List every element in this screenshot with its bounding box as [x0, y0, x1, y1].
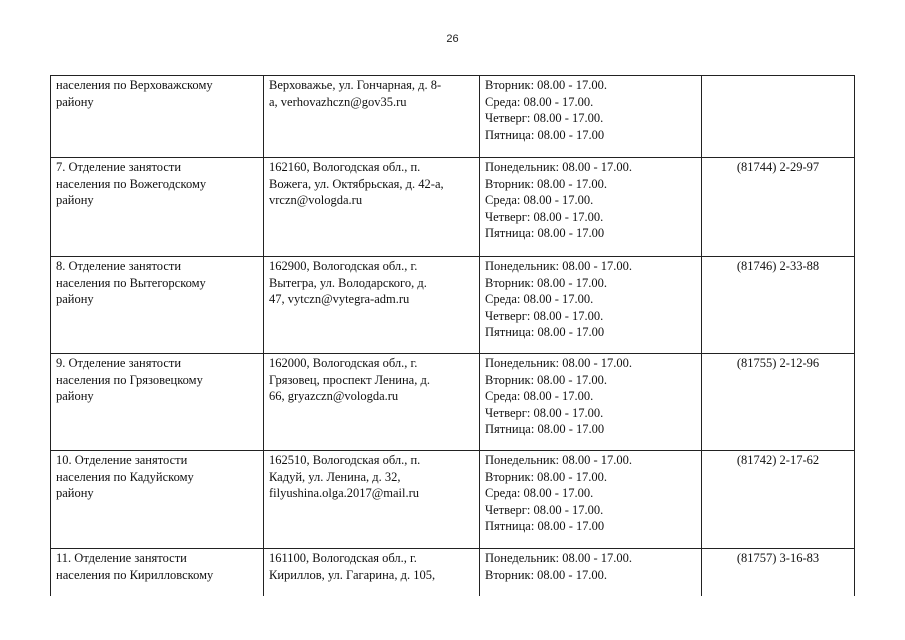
table-row — [51, 451, 855, 549]
office-name-cell — [51, 549, 264, 596]
office-address-cell — [264, 158, 480, 257]
table-row — [51, 257, 855, 354]
office-hours-line: Вторник: 08.00 - 17.00. — [485, 372, 607, 387]
office-name-cell — [51, 76, 264, 158]
office-hours-line: Среда: 08.00 - 17.00. — [485, 389, 594, 403]
office-phone: (81755) 2-12-96 — [736, 356, 820, 370]
office-address-line: 47, vytczn@vytegra-adm.ru — [269, 292, 410, 306]
office-address-line: vrczn@vologda.ru — [269, 193, 363, 207]
office-hours-line: Вторник: 08.00 - 17.00. — [485, 469, 607, 484]
office-address-line: 162000, Вологодская обл., г. — [269, 356, 418, 370]
office-address-line: filyushina.olga.2017@mail.ru — [269, 486, 420, 500]
office-phone-cell — [702, 451, 855, 549]
office-name-line: 9. Отделение занятости — [56, 356, 182, 370]
office-hours-cell — [480, 158, 702, 257]
office-hours-line: Вторник: 08.00 - 17.00. — [485, 275, 607, 290]
office-name-line: 8. Отделение занятости — [56, 259, 182, 273]
office-address-cell — [264, 451, 480, 549]
office-hours-line: Понедельник: 08.00 - 17.00. — [485, 453, 633, 467]
office-phone-cell — [702, 354, 855, 451]
office-phone: (81746) 2-33-88 — [736, 259, 820, 273]
office-address-line: Кириллов, ул. Гагарина, д. 105, — [269, 567, 436, 582]
office-address-line: Вытегра, ул. Володарского, д. — [269, 275, 427, 290]
office-name-line: району — [56, 94, 94, 109]
office-address-line: 162900, Вологодская обл., г. — [269, 259, 418, 273]
office-name-line: населения по Верховажскому — [56, 78, 213, 92]
office-name-line: 10. Отделение занятости — [56, 453, 188, 467]
office-hours-line: Четверг: 08.00 - 17.00. — [485, 111, 604, 125]
office-name-cell — [51, 354, 264, 451]
office-phone: (81757) 3-16-83 — [736, 551, 820, 565]
office-name-line: населения по Вожегодскому — [56, 176, 207, 191]
office-hours-line: Среда: 08.00 - 17.00. — [485, 94, 594, 109]
employment-offices-table — [50, 75, 855, 596]
office-name-cell — [51, 451, 264, 549]
office-hours-line: Вторник: 08.00 - 17.00. — [485, 78, 607, 92]
office-hours-cell — [480, 76, 702, 158]
office-address-line: Вожега, ул. Октябрьская, д. 42-а, — [269, 176, 444, 191]
office-name-line: району — [56, 292, 94, 306]
office-hours-line: Понедельник: 08.00 - 17.00. — [485, 356, 633, 370]
office-address-cell — [264, 354, 480, 451]
office-hours-line: Пятница: 08.00 - 17.00 — [485, 325, 605, 339]
office-address-line: Верховажье, ул. Гончарная, д. 8- — [269, 78, 442, 92]
office-hours-cell — [480, 354, 702, 451]
office-hours-line: Среда: 08.00 - 17.00. — [485, 292, 594, 306]
table-row — [51, 354, 855, 451]
office-hours-line: Пятница: 08.00 - 17.00 — [485, 422, 605, 436]
office-name-line: населения по Грязовецкому — [56, 372, 203, 387]
office-hours-line: Четверг: 08.00 - 17.00. — [485, 405, 604, 420]
office-address-cell — [264, 76, 480, 158]
office-hours-line: Четверг: 08.00 - 17.00. — [485, 308, 604, 323]
office-address-line: Кадуй, ул. Ленина, д. 32, — [269, 469, 401, 484]
office-phone: (81744) 2-29-97 — [736, 160, 820, 174]
office-address-line: Грязовец, проспект Ленина, д. — [269, 372, 430, 387]
office-hours-line: Пятница: 08.00 - 17.00 — [485, 127, 605, 142]
office-name-line: району — [56, 486, 94, 500]
office-name-line: району — [56, 193, 94, 207]
table-row — [51, 158, 855, 257]
office-name-cell — [51, 257, 264, 354]
office-hours-line: Понедельник: 08.00 - 17.00. — [485, 259, 633, 273]
office-hours-line: Среда: 08.00 - 17.00. — [485, 193, 594, 207]
office-name-line: 7. Отделение занятости — [56, 160, 182, 174]
office-hours-line: Среда: 08.00 - 17.00. — [485, 486, 594, 500]
office-address-line: а, verhovazhczn@gov35.ru — [269, 94, 407, 109]
office-hours-line: Понедельник: 08.00 - 17.00. — [485, 160, 633, 174]
office-phone-cell — [702, 158, 855, 257]
office-address-line: 66, gryazczn@vologda.ru — [269, 389, 399, 403]
office-address-line: 162160, Вологодская обл., п. — [269, 160, 421, 174]
office-name-line: населения по Вытегорскому — [56, 275, 206, 290]
office-address-cell — [264, 257, 480, 354]
office-hours-line: Пятница: 08.00 - 17.00 — [485, 519, 605, 533]
office-address-line: 161100, Вологодская обл., г. — [269, 551, 417, 565]
office-hours-line: Четверг: 08.00 - 17.00. — [485, 209, 604, 224]
office-phone-cell — [702, 257, 855, 354]
table-row — [51, 549, 855, 596]
page-number: 26 — [446, 33, 459, 45]
office-address-line: 162510, Вологодская обл., п. — [269, 453, 421, 467]
office-phone: (81742) 2-17-62 — [736, 453, 820, 467]
office-hours-line: Четверг: 08.00 - 17.00. — [485, 502, 604, 517]
table-row — [51, 76, 855, 158]
office-name-cell — [51, 158, 264, 257]
office-phone-cell — [702, 549, 855, 596]
office-hours-cell — [480, 549, 702, 596]
office-hours-cell — [480, 451, 702, 549]
office-hours-line: Пятница: 08.00 - 17.00 — [485, 226, 605, 240]
office-hours-cell — [480, 257, 702, 354]
office-hours-line: Понедельник: 08.00 - 17.00. — [485, 551, 633, 565]
office-address-cell — [264, 549, 480, 596]
office-name-line: 11. Отделение занятости — [56, 551, 187, 565]
office-hours-line: Вторник: 08.00 - 17.00. — [485, 176, 607, 191]
office-name-line: населения по Кирилловскому — [56, 567, 214, 582]
office-name-line: району — [56, 389, 94, 403]
office-name-line: населения по Кадуйскому — [56, 469, 194, 484]
office-phone-cell — [702, 76, 855, 158]
office-hours-line: Вторник: 08.00 - 17.00. — [485, 567, 607, 582]
